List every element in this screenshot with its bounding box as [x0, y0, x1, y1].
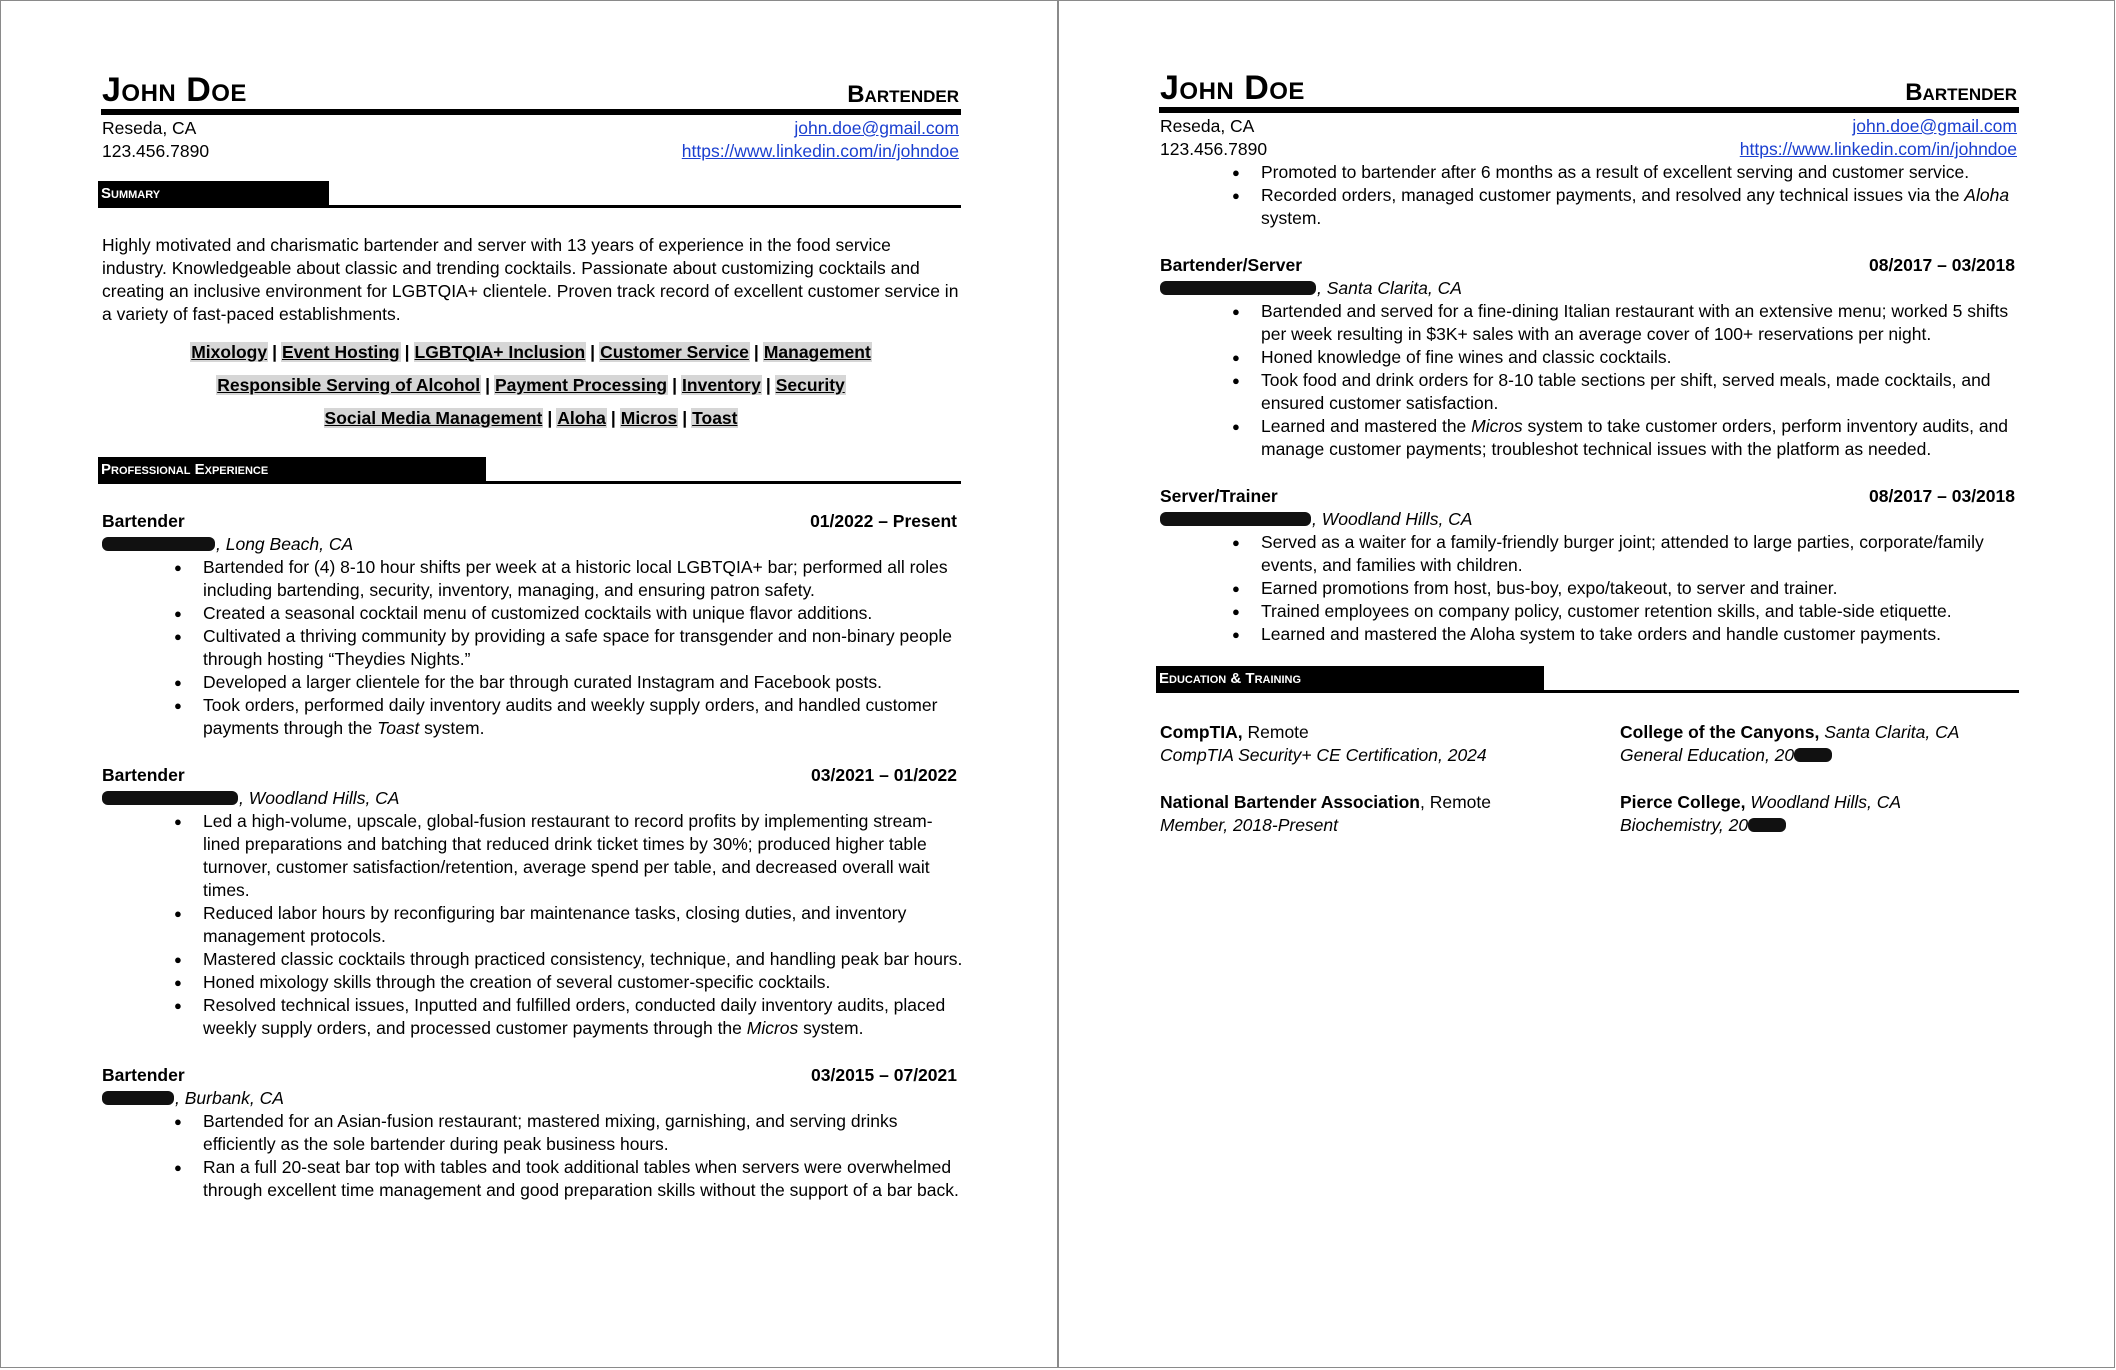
section-education — [1159, 666, 2019, 693]
resume-page-1 — [0, 0, 1058, 1368]
section-title: Education & Training — [1156, 666, 1544, 691]
job-bullet: ● Recorded orders, managed customer payments, and resolved any technical issues via the Aloha system. — [1159, 184, 2021, 230]
header-rule — [1159, 107, 2019, 113]
job-title: Bartender — [102, 1065, 185, 1085]
job-entry — [1159, 485, 2019, 646]
resume-header — [1159, 65, 2019, 107]
skills-row: Responsible Serving of Alcohol | Payment Processing | Inventory | Security — [217, 375, 845, 395]
redacted-year — [1748, 818, 1786, 832]
job-bullet: ● Developed a larger clientele for the bar through curated Instagram and Facebook posts. — [101, 671, 963, 694]
job-dates: 08/2017 – 03/2018 — [1869, 486, 2015, 506]
skill-tag: Security — [775, 375, 845, 395]
redacted-year — [1794, 748, 1832, 762]
skills-row: Mixology | Event Hosting | LGBTQIA+ Inclusion | Customer Service | Management — [191, 342, 871, 362]
job-entry — [101, 764, 961, 1040]
skill-tag: Inventory — [682, 375, 761, 395]
job-bullet: ● Trained employees on company policy, customer retention skills, and table-side etiquette. — [1159, 600, 2021, 623]
job-bullet: ● Honed knowledge of fine wines and classic cocktails. — [1159, 346, 2021, 369]
contact-city: Reseda, CA — [1160, 116, 1255, 136]
job-bullet: ● Earned promotions from host, bus-boy, expo/takeout, to server and trainer. — [1159, 577, 2021, 600]
job-bullet: ● Learned and mastered the Aloha system to take orders and handle customer payments. — [1159, 623, 2021, 646]
section-title: Summary — [98, 181, 329, 206]
job-bullet: ● Bartended for an Asian-fusion restaurant; mastered mixing, garnishing, and serving drinks efficiently as the sole bartender during peak business hours. — [101, 1110, 963, 1156]
job-dates: 08/2017 – 03/2018 — [1869, 255, 2015, 275]
skill-tag: Aloha — [557, 408, 606, 428]
redacted-employer — [102, 791, 238, 805]
contact-block — [101, 117, 961, 163]
education-entry: CompTIA, Remote CompTIA Security+ CE Certification, 2024 — [1160, 722, 1487, 765]
skill-tag: Payment Processing — [494, 375, 668, 395]
job-bullet: ● Resolved technical issues, Inputted and fulfilled orders, conducted daily inventory audits, placed weekly supply orders, and processed customer payments through the Micros system. — [101, 994, 963, 1040]
job-bullet: ● Led a high-volume, upscale, global-fusion restaurant to record profits by implementing stream-lined preparations and batching that reduced drink ticket times by 30%; produced higher table turnover, customer satisfaction/retention, average spend per table, and decreased overall wait times. — [101, 810, 963, 902]
job-bullet: ● Honed mixology skills through the creation of several customer-specific cocktails. — [101, 971, 963, 994]
job-bullet: ● Ran a full 20-seat bar top with tables and took additional tables when servers were overwhelmed through excellent time management and good preparation skills without the support of a bar back. — [101, 1156, 963, 1202]
redacted-employer — [1160, 281, 1316, 295]
skill-tag: Micros — [620, 408, 678, 428]
job-dates: 03/2021 – 01/2022 — [811, 765, 957, 785]
job-bullet: ● Mastered classic cocktails through practiced consistency, technique, and handling peak bar hours. — [101, 948, 963, 971]
job-entry — [101, 510, 961, 740]
job-role: Bartender — [847, 81, 959, 108]
education-entry: Pierce College, Woodland Hills, CA Biochemistry, 20 — [1620, 792, 1902, 835]
redacted-employer — [1160, 512, 1311, 526]
skill-tag: Mixology — [191, 342, 268, 362]
job-bullet: ● Took orders, performed daily inventory audits and weekly supply orders, and handled customer payments through the Toast system. — [101, 694, 963, 740]
skill-tag: Social Media Management — [324, 408, 543, 428]
job-bullet: ● Learned and mastered the Micros system to take customer orders, perform inventory audits, and manage customer payments; troubleshot technical issues with the platform as needed. — [1159, 415, 2021, 461]
job-bullet: ● Bartended and served for a fine-dining Italian restaurant with an extensive menu; worked 5 shifts per week resulting in $3K+ sales with an average cover of 100+ reservations per night. — [1159, 300, 2021, 346]
contact-city: Reseda, CA — [102, 118, 197, 138]
linkedin-link[interactable]: https://www.linkedin.com/in/johndoe — [1739, 139, 2017, 159]
job-bullet: ● Promoted to bartender after 6 months as a result of excellent serving and customer service. — [1159, 161, 2021, 184]
email-link[interactable]: john.doe@gmail.com — [794, 118, 959, 138]
redacted-employer — [102, 1091, 174, 1105]
contact-phone: 123.456.7890 — [102, 141, 210, 161]
candidate-name: John Doe — [1160, 69, 1305, 107]
skill-tag: LGBTQIA+ Inclusion — [414, 342, 586, 362]
job-role: Bartender — [1905, 79, 2017, 106]
job-entry — [1159, 254, 2019, 461]
skill-tag: Customer Service — [600, 342, 749, 362]
job-location: , Woodland Hills, CA — [1312, 509, 1473, 529]
skills-row: Social Media Management | Aloha | Micros | Toast — [324, 408, 738, 428]
section-experience — [101, 457, 961, 484]
contact-phone: 123.456.7890 — [1160, 139, 1268, 159]
skill-tag: Toast — [692, 408, 738, 428]
job-title: Bartender — [102, 511, 185, 531]
summary-text: Highly motivated and charismatic bartender and server with 13 years of experience in the food service industry. Knowledgeable about classic and trending cocktails. Passionate about customizing cocktails and creating an inclusive environment for LGBTQIA+ clientele. Proven track record of excellent customer service in a variety of fast-paced establishments. — [102, 235, 959, 324]
redacted-employer — [102, 537, 215, 551]
education-grid — [1159, 721, 2019, 851]
resume-header — [101, 67, 961, 109]
job-title: Server/Trainer — [1160, 486, 1278, 506]
job-location: , Burbank, CA — [175, 1088, 284, 1108]
job-bullet: ● Reduced labor hours by reconfiguring bar maintenance tasks, closing duties, and inventory management protocols. — [101, 902, 963, 948]
linkedin-link[interactable]: https://www.linkedin.com/in/johndoe — [681, 141, 959, 161]
contact-block — [1159, 115, 2019, 161]
candidate-name: John Doe — [102, 71, 247, 109]
job-location: , Long Beach, CA — [216, 534, 354, 554]
section-summary — [101, 181, 961, 208]
resume-page-2 — [1058, 0, 2115, 1368]
job-title: Bartender — [102, 765, 185, 785]
job-entry-continued — [1159, 161, 2019, 230]
job-bullet: ● Cultivated a thriving community by providing a safe space for transgender and non-binary people through hosting “Theydies Nights.” — [101, 625, 963, 671]
skill-tag: Event Hosting — [281, 342, 400, 362]
education-entry: National Bartender Association, Remote Member, 2018-Present — [1160, 792, 1491, 835]
job-entry — [101, 1064, 961, 1202]
job-location: , Santa Clarita, CA — [1317, 278, 1462, 298]
job-dates: 03/2015 – 07/2021 — [811, 1065, 957, 1085]
header-rule — [101, 109, 961, 115]
skill-tag: Management — [763, 342, 871, 362]
skills-block — [101, 336, 961, 435]
job-bullet: ● Served as a waiter for a family-friendly burger joint; attended to large parties, corporate/family events, and families with children. — [1159, 531, 2021, 577]
job-title: Bartender/Server — [1160, 255, 1303, 275]
job-bullet: ● Took food and drink orders for 8-10 table sections per shift, served meals, made cocktails, and ensured customer satisfaction. — [1159, 369, 2021, 415]
job-location: , Woodland Hills, CA — [239, 788, 400, 808]
email-link[interactable]: john.doe@gmail.com — [1852, 116, 2017, 136]
skill-tag: Responsible Serving of Alcohol — [217, 375, 481, 395]
job-dates: 01/2022 – Present — [810, 511, 957, 531]
job-bullet: ● Created a seasonal cocktail menu of customized cocktails with unique flavor additions. — [101, 602, 963, 625]
job-bullet: ● Bartended for (4) 8-10 hour shifts per week at a historic local LGBTQIA+ bar; performed all roles including bartending, security, inventory, managing, and ensuring patron safety. — [101, 556, 963, 602]
section-title: Professional Experience — [98, 457, 486, 482]
education-entry: College of the Canyons, Santa Clarita, CA General Education, 20 — [1620, 722, 1960, 765]
